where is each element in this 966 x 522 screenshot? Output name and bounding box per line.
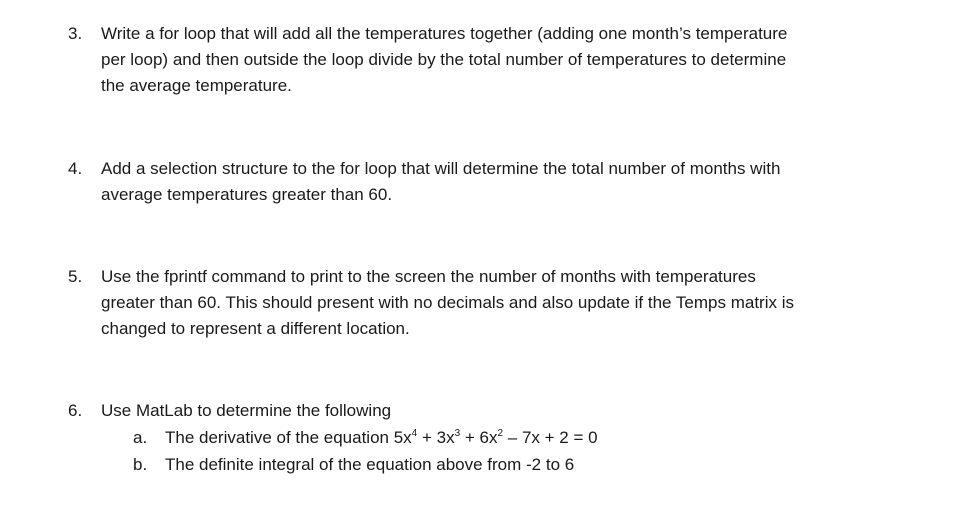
- question-line: changed to represent a different location.: [101, 319, 410, 338]
- question-number: 6.: [68, 401, 83, 420]
- question-text: [101, 264, 888, 342]
- question-line: Use the fprintf command to print to the screen the number of months with temperatures: [101, 267, 756, 286]
- question-3: [68, 21, 888, 99]
- question-5: [68, 264, 888, 342]
- question-line: per loop) and then outside the loop divide by the total number of temperatures to determine: [101, 50, 787, 69]
- question-4: [68, 156, 888, 208]
- equation-exponent: 3: [454, 428, 461, 439]
- question-6: [68, 398, 888, 478]
- equation-exponent: 4: [411, 428, 418, 439]
- question-line: Add a selection structure to the for loop that will determine the total number of months with: [101, 159, 781, 178]
- question-line: Write a for loop that will add all the temperatures together (adding one month’s temperature: [101, 24, 788, 43]
- equation-term: 5x: [393, 428, 412, 447]
- subitem-a: [133, 424, 888, 451]
- question-text: [101, 21, 888, 99]
- question-line: average temperatures greater than 60.: [101, 185, 393, 204]
- subitem-text: [165, 424, 888, 451]
- question-text: [101, 156, 888, 208]
- question-text: [101, 398, 888, 424]
- question-line: greater than 60. This should present with no decimals and also update if the Temps matrix is: [101, 293, 794, 312]
- equation-exponent: 2: [497, 428, 504, 439]
- equation: [394, 428, 598, 447]
- equation-term: – 7x + 2 = 0: [503, 428, 598, 447]
- question-number: 5.: [68, 267, 83, 286]
- subitem-letter: a.: [133, 428, 148, 447]
- subitem-letter: b.: [133, 455, 148, 474]
- question-number: 4.: [68, 159, 83, 178]
- subitem-prefix: The derivative of the equation: [165, 428, 394, 447]
- subitem-b: [133, 451, 888, 478]
- question-line: the average temperature.: [101, 76, 292, 95]
- question-line: Use MatLab to determine the following: [101, 401, 392, 420]
- equation-term: + 3x: [417, 428, 455, 447]
- subitem-text: The definite integral of the equation above from -2 to 6: [165, 455, 575, 474]
- equation-term: + 6x: [460, 428, 498, 447]
- question-number: 3.: [68, 24, 83, 43]
